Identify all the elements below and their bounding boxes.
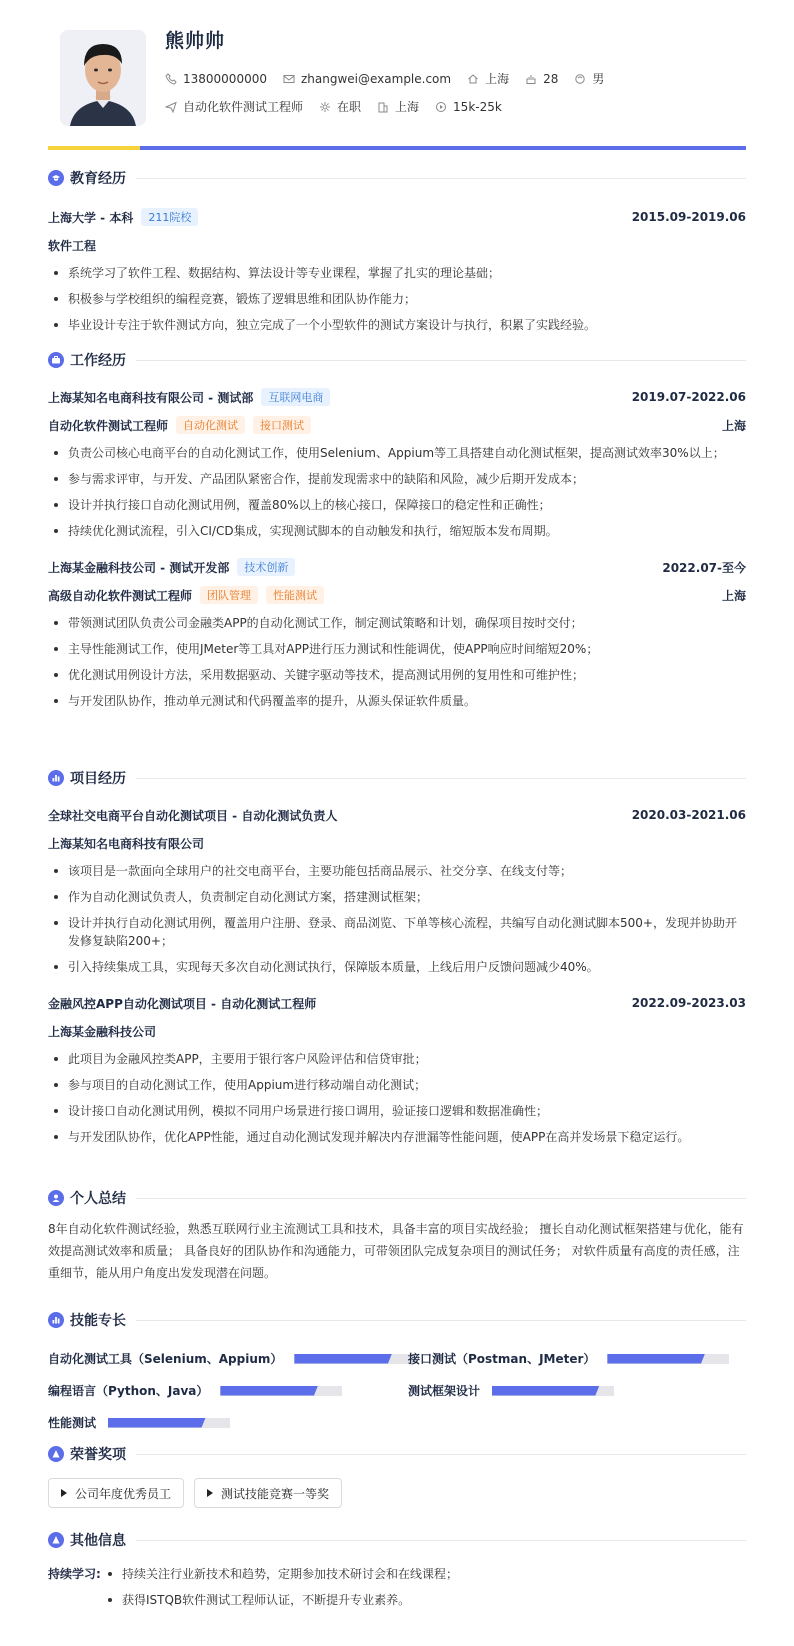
skill-bar (294, 1354, 416, 1364)
section-title: 教育经历 (70, 171, 126, 187)
summary-section (48, 1188, 746, 1284)
bar-chart-icon (48, 1312, 64, 1328)
list-item: 优化测试用例设计方法，采用数据驱动、关键字驱动等技术，提高测试用例的复用性和可维护性； (48, 666, 746, 684)
skill-name: 接口测试（Postman、JMeter） (408, 1352, 596, 1366)
skill-name: 测试框架设计 (408, 1384, 481, 1398)
play-icon (61, 1489, 67, 1497)
play-circle-icon (435, 101, 447, 113)
list-item: 作为自动化测试负责人，负责制定自动化测试方案，搭建测试框架； (48, 888, 746, 906)
section-title: 其他信息 (70, 1533, 126, 1549)
skills-heading (48, 1310, 746, 1330)
list-item: 获得ISTQB软件测试工程师认证，不断提升专业素养。 (102, 1590, 458, 1610)
skill-name: 性能测试 (48, 1416, 97, 1430)
summary-heading (48, 1188, 746, 1208)
briefcase-icon (48, 352, 64, 368)
resume-header (48, 0, 746, 148)
contact-row (165, 70, 620, 87)
skill-name: 自动化测试工具（Selenium、Appium） (48, 1352, 283, 1366)
candidate-name: 熊帅帅 (165, 30, 226, 52)
section-title: 个人总结 (70, 1191, 126, 1207)
list-item: 系统学习了软件工程、数据结构、算法设计等专业课程，掌握了扎实的理论基础； (48, 264, 746, 282)
skill-item (48, 1382, 342, 1399)
list-item: 毕业设计专注于软件测试方向，独立完成了一个小型软件的测试方案设计与执行，积累了实践经验。 (48, 316, 746, 334)
phone-text: 13800000000 (183, 71, 267, 86)
section-title: 工作经历 (70, 353, 126, 369)
job-title-item (165, 98, 303, 115)
salary-text: 15k-25k (453, 99, 502, 114)
skill-bar (607, 1354, 729, 1364)
list-item: 设计并执行自动化测试用例，覆盖用户注册、登录、商品浏览、下单等核心流程，共编写自动化测试脚本500+，发现并协助开发修复缺陷200+； (48, 914, 746, 950)
work-date: 2019.07-2022.06 (631, 390, 746, 404)
job-title-text: 自动化软件测试工程师 (183, 100, 304, 114)
skill-item (408, 1350, 729, 1367)
send-icon (165, 101, 177, 113)
project-name: 金融风控APP自动化测试项目 - 自动化测试工程师 (48, 996, 317, 1011)
list-item: 带领测试团队负责公司金融类APP的自动化测试工作，制定测试策略和计划，确保项目按时交付； (48, 614, 746, 632)
company-name: 上海某金融科技公司 - 测试开发部 (48, 560, 230, 575)
salary-item (435, 100, 502, 114)
status-text: 在职 (337, 100, 362, 114)
honor-label: 公司年度优秀员工 (75, 1486, 172, 1501)
skill-item (48, 1350, 416, 1367)
age-text: 28 (543, 71, 559, 86)
list-item: 设计并执行接口自动化测试用例，覆盖80%以上的核心接口，保障接口的稳定性和正确性； (48, 496, 746, 514)
location-text: 上海 (485, 72, 510, 86)
age-item (525, 72, 558, 86)
skill-item (48, 1414, 230, 1431)
skill-bar-fill (492, 1386, 599, 1396)
project-company: 上海某金融科技公司 (48, 1024, 157, 1039)
building-icon (377, 101, 389, 113)
list-item: 积极参与学校组织的编程竞赛，锻炼了逻辑思维和团队协作能力； (48, 290, 746, 308)
skill-bar-fill (108, 1418, 206, 1428)
role-name: 高级自动化软件测试工程师 (48, 588, 193, 603)
role-name: 自动化软件测试工程师 (48, 418, 169, 433)
list-item: 与开发团队协作，优化APP性能，通过自动化测试发现并解决内存泄漏等性能问题，使APP在高并发场景下稳定运行。 (48, 1128, 746, 1146)
work-city-item (377, 98, 419, 115)
role-tag: 团队管理 (200, 586, 258, 604)
cake-icon (525, 73, 537, 85)
project-company: 上海某知名电商科技有限公司 (48, 836, 205, 851)
home-icon (467, 73, 479, 85)
honor-chip (48, 1478, 184, 1508)
work-section (48, 350, 746, 710)
company-tag: 互联网电商 (261, 388, 330, 406)
honors-heading (48, 1444, 746, 1464)
skill-bar-fill (294, 1354, 392, 1364)
bar-chart-icon (48, 770, 64, 786)
user-icon (48, 1190, 64, 1206)
graduation-cap-icon (48, 170, 64, 186)
company-name: 上海某知名电商科技有限公司 - 测试部 (48, 390, 254, 405)
email-item (283, 72, 451, 86)
major-row (48, 234, 746, 256)
gear-icon (319, 101, 331, 113)
skill-name: 编程语言（Python、Java） (48, 1384, 209, 1398)
gender-item (574, 70, 604, 87)
mail-icon (283, 73, 295, 85)
education-date: 2015.09-2019.06 (631, 210, 746, 224)
skills-section (48, 1310, 746, 1448)
status-item (319, 98, 361, 115)
list-item: 负责公司核心电商平台的自动化测试工作，使用Selenium、Appium等工具搭建自动化测试框架，提高测试效率30%以上； (48, 444, 746, 462)
location-item (467, 70, 509, 87)
project-name: 全球社交电商平台自动化测试项目 - 自动化测试负责人 (48, 808, 338, 823)
honors-section (48, 1444, 746, 1508)
projects-section (48, 768, 746, 1146)
school-tag: 211院校 (141, 208, 198, 226)
honor-label: 测试技能竞赛一等奖 (221, 1486, 330, 1501)
list-item: 引入持续集成工具，实现每天多次自动化测试执行，保障版本质量，上线后用户反馈问题减少40%。 (48, 958, 746, 976)
list-item: 参与需求评审，与开发、产品团队紧密合作，提前发现需求中的缺陷和风险，减少后期开发成本； (48, 470, 746, 488)
project-date: 2020.03-2021.06 (631, 808, 746, 822)
list-item: 主导性能测试工作，使用JMeter等工具对APP进行压力测试和性能调优，使APP响应时间缩短20%； (48, 640, 746, 658)
play-icon (207, 1489, 213, 1497)
skill-bar (220, 1386, 342, 1396)
gender-icon (574, 73, 586, 85)
section-title: 项目经历 (70, 771, 126, 787)
projects-heading (48, 768, 746, 788)
other-section (48, 1530, 746, 1616)
education-heading (48, 168, 746, 188)
other-label: 持续学习: (48, 1567, 101, 1581)
skill-bar-fill (220, 1386, 318, 1396)
role-tag: 性能测试 (266, 586, 324, 604)
skill-bar (108, 1418, 230, 1428)
education-section (48, 168, 746, 334)
list-item: 此项目为金融风控类APP，主要用于银行客户风险评估和信贷审批； (48, 1050, 746, 1068)
list-item: 设计接口自动化测试用例，模拟不同用户场景进行接口调用，验证接口逻辑和数据准确性； (48, 1102, 746, 1120)
other-info (48, 1564, 746, 1616)
school-name: 上海大学 - 本科 (48, 210, 134, 225)
email-text: zhangwei@example.com (300, 71, 452, 86)
skill-bar-fill (607, 1354, 705, 1364)
work-date: 2022.07-至今 (662, 560, 746, 575)
avatar (60, 30, 146, 126)
phone-icon (165, 73, 177, 85)
list-item: 该项目是一款面向全球用户的社交电商平台，主要功能包括商品展示、社交分享、在线支付等； (48, 862, 746, 880)
summary-text: 8年自动化软件测试经验，熟悉互联网行业主流测试工具和技术，具备丰富的项目实战经验； 擅长自动化测试框架搭建与优化，能有效提高测试效率和质量； 具备良好的团队协作和沟通能力，可带领团队完成复杂项目的测试任务； 对软件质量有高度的责任感，注重细节，能从用户角度出发发现潜在问题。 (48, 1222, 744, 1280)
phone-item (165, 72, 267, 86)
award-icon (48, 1532, 64, 1548)
other-list (102, 1564, 458, 1616)
list-item: 参与项目的自动化测试工作，使用Appium进行移动端自动化测试； (48, 1076, 746, 1094)
project-item (48, 992, 746, 1146)
honors-list (48, 1478, 746, 1508)
skills-list (48, 1338, 746, 1448)
project-date: 2022.09-2023.03 (631, 996, 746, 1010)
gender-text: 男 (592, 72, 605, 86)
project-item (48, 804, 746, 976)
job-row (165, 98, 518, 115)
work-item (48, 386, 746, 540)
company-tag: 技术创新 (237, 558, 295, 576)
honor-chip (194, 1478, 342, 1508)
work-city: 上海 (721, 418, 746, 433)
award-icon (48, 1446, 64, 1462)
role-tag: 接口测试 (253, 416, 311, 434)
other-heading (48, 1530, 746, 1550)
header-divider (48, 146, 746, 150)
education-row (48, 206, 746, 228)
list-item: 与开发团队协作，推动单元测试和代码覆盖率的提升，从源头保证软件质量。 (48, 692, 746, 710)
work-city: 上海 (721, 588, 746, 603)
skill-bar (492, 1386, 614, 1396)
section-title: 技能专长 (70, 1313, 126, 1329)
work-heading (48, 350, 746, 370)
skill-item (408, 1382, 614, 1399)
major-name: 软件工程 (48, 238, 97, 253)
role-tag: 自动化测试 (176, 416, 245, 434)
section-title: 荣誉奖项 (70, 1447, 126, 1463)
list-item: 持续关注行业新技术和趋势，定期参加技术研讨会和在线课程； (102, 1564, 458, 1584)
education-bullets (48, 264, 746, 334)
work-item (48, 556, 746, 710)
work-city-text: 上海 (395, 100, 420, 114)
list-item: 持续优化测试流程，引入CI/CD集成，实现测试脚本的自动触发和执行，缩短版本发布周期。 (48, 522, 746, 540)
